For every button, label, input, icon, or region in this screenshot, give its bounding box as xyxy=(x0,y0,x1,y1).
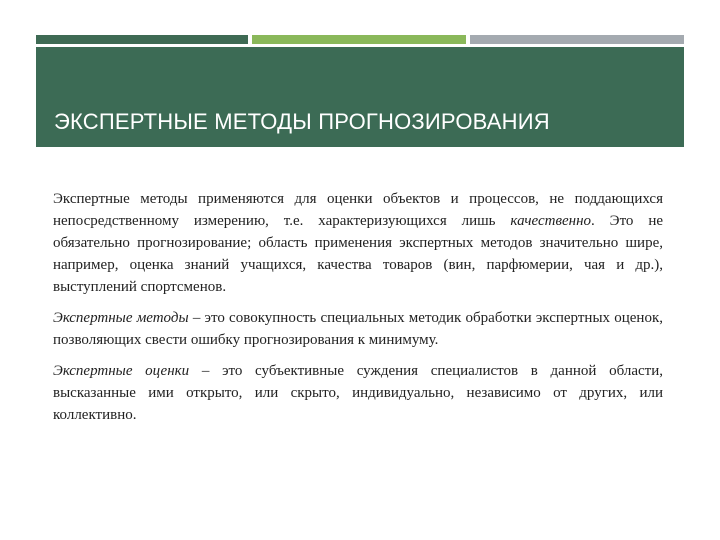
paragraph-intro xyxy=(53,188,663,298)
term-expert-methods: Экспертные методы xyxy=(53,310,189,326)
definition-expert-methods: – это совокупность специальных методик обработки экспертных оценок, позволяющих свести ошибку прогнозирования к минимуму. xyxy=(53,310,663,348)
intro-text-start: Экспертные методы применяются для оценки объектов и процессов, не поддающихся непосредственному измерению, т.е. характеризующихся лишь xyxy=(53,191,663,229)
title-banner xyxy=(36,47,684,147)
intro-text-end: . Это не обязательно прогнозирование; область применения экспертных методов значительно шире, например, оценка знаний учащихся, качества товаров (вин, парфюмерии, чая и др.), выступлений спортсменов. xyxy=(53,213,663,295)
accent-bar-green xyxy=(252,35,466,44)
top-accent-bars xyxy=(36,35,684,44)
accent-bar-dark xyxy=(36,35,248,44)
slide-body xyxy=(53,188,663,426)
intro-emphasis: качественно xyxy=(510,213,592,229)
accent-bar-gray xyxy=(470,35,684,44)
definition-expert-assessments: – это субъективные суждения специалистов в данной области, высказанные ими открыто, или скрыто, индивидуально, независимо от других, или коллективно. xyxy=(53,363,664,423)
slide-title: ЭКСПЕРТНЫЕ МЕТОДЫ ПРОГНОЗИРОВАНИЯ xyxy=(54,109,550,134)
term-expert-assessments: Экспертные оценки xyxy=(53,363,190,379)
paragraph-expert-methods xyxy=(53,307,663,351)
paragraph-expert-assessments xyxy=(53,360,663,426)
